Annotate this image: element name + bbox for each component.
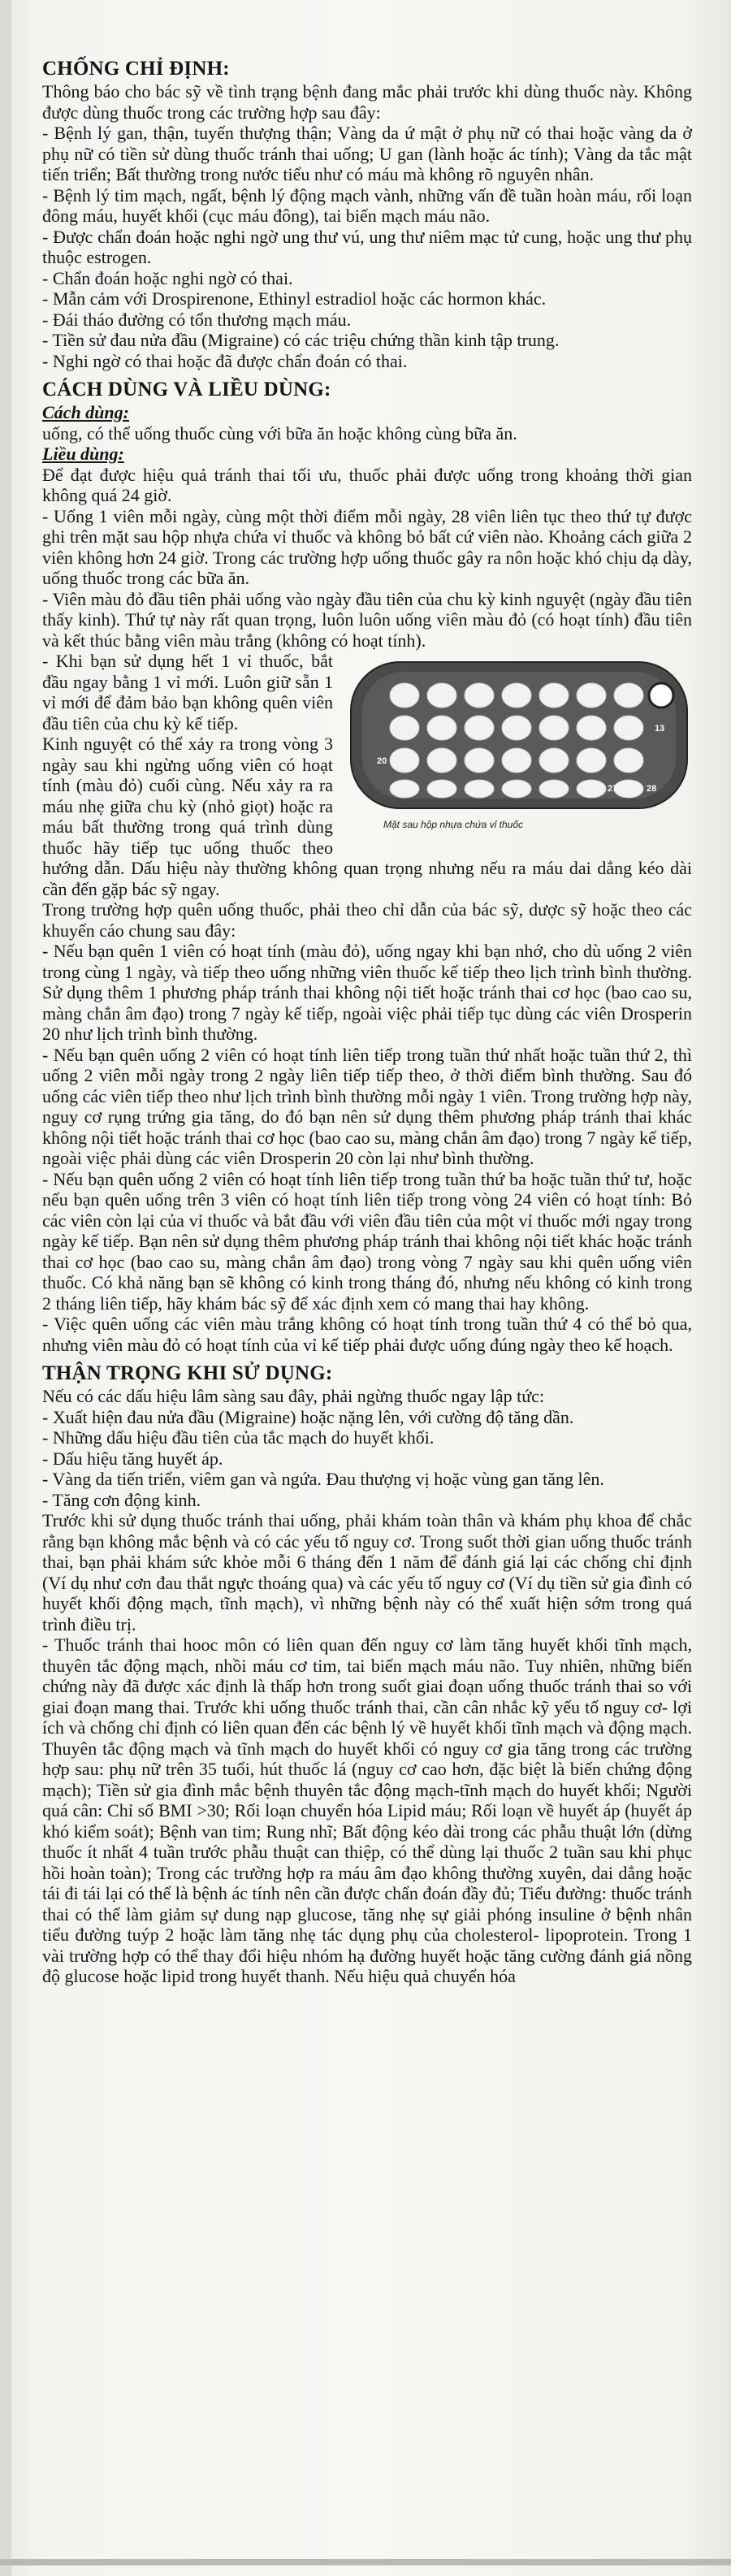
dosage-paragraph: - Nếu bạn quên 1 viên có hoạt tính (màu đỏ), uống ngay khi bạn nhớ, cho dù uống 2 viên trong cùng 1 ngày, và tiếp theo uống những viên thuốc kế tiếp theo lịch trình bình thường. Sử dụng thêm 1 phương pháp tránh thai không nội tiết hoặc tránh thai cơ học (bao cao su, màng chắn âm đạo) trong 7 ngày kế tiếp, ngoài việc phải tiếp tục dùng các viên Drosperin 20 như lịch trình bình thường. (42, 941, 692, 1044)
contraindications-paragraph: - Tiền sử đau nửa đầu (Migraine) có các triệu chứng thần kinh tập trung. (42, 330, 560, 350)
page-bottom-border (0, 2559, 731, 2565)
contraindications-paragraph: - Đái tháo đường có tổn thương mạch máu. (42, 309, 352, 330)
blister-pack-image (346, 659, 692, 813)
dosage-paragraph: - Nếu bạn quên uống 2 viên có hoạt tính liên tiếp trong tuần thứ nhất hoặc tuần thứ 2, thì uống 2 viên mỗi ngày trong 2 ngày liên tiếp tiếp theo, ở thời điểm bình thường. Sau đó uống các viên tiếp theo như lịch trình bình thường mỗi ngày 1 viên. Trong trường hợp này, nguy cơ rụng trứng gia tăng, do đó bạn nên sử dụng thêm phương pháp tránh thai khác không nội tiết hoặc tránh thai cơ học (bao cao su, màng chắn âm đạo) trong 7 ngày kế tiếp, ngoài việc phải dùng các viên Drosperin 20 còn lại như bình thường. (42, 1044, 692, 1168)
contraindications-paragraph: - Được chẩn đoán hoặc nghi ngờ ung thư vú, ung thư niêm mạc tử cung, hoặc ung thư phụ thuộc estrogen. (42, 226, 692, 267)
dosage-paragraph: Để đạt được hiệu quả tránh thai tối ưu, thuốc phải được uống trong khoảng thời gian không quá 24 giờ. (42, 464, 692, 505)
pill-number-label: 27 (608, 784, 618, 794)
precautions-paragraph: - Những dấu hiệu đầu tiên của tắc mạch do huyết khối. (42, 1427, 435, 1448)
dosage-paragraph: - Nếu bạn quên uống 2 viên có hoạt tính liên tiếp trong tuần thứ ba hoặc tuần thứ tư, hoặc nếu bạn quên uống trên 3 viên có hoạt tính liên tiếp trong vòng 24 viên có hoạt tính: Bỏ các viên còn lại của vỉ thuốc và bắt đầu với viên đầu tiên của một vỉ thuốc mới ngay trong ngày kế tiếp. Bạn nên sử dụng thêm phương pháp tránh thai không nội tiết khác hoặc tránh thai cơ học (bao cao su, màng chắn âm đạo) trong vòng 7 ngày sau khi quên uống viên thuốc. Có khả năng bạn sẽ không có kinh trong tháng đó, nhưng nếu không có kinh trong 2 tháng liên tiếp, hãy khám bác sỹ để xác định xem có mang thai hay không. (42, 1168, 692, 1314)
dosage-paragraph: - Việc quên uống các viên màu trắng không có hoạt tính trong tuần thứ 4 có thể bỏ qua, nhưng viên màu đỏ có hoạt tính của vỉ kế tiếp phải được uống đúng ngày theo kế hoạch. (42, 1314, 692, 1355)
page-edge-shadow (0, 0, 11, 2576)
blister-pack-figure (346, 659, 692, 836)
dose-subheading: Liều dùng: (42, 444, 124, 464)
dosage-paragraph: - Viên màu đỏ đầu tiên phải uống vào ngày đầu tiên của chu kỳ kinh nguyệt (ngày đầu tiên thấy kinh). Thứ tự này rất quan trọng, luôn luôn uống viên màu đỏ (có hoạt tính) đầu tiên và kết thúc bằng viên màu trắng (không có hoạt tính). (42, 588, 692, 651)
dosage-paragraph: Trong trường hợp quên uống thuốc, phải theo chỉ dẫn của bác sỹ, dược sỹ hoặc theo các khuyến cáo chung sau đây: (42, 899, 692, 941)
blister-section (42, 651, 692, 899)
precautions-paragraph: - Xuất hiện đau nửa đầu (Migraine) hoặc nặng lên, với cường độ tăng dần. (42, 1406, 574, 1427)
dosage-paragraph: - Khi bạn sử dụng hết 1 vỉ thuốc, bắt đầu ngay bằng 1 vỉ mới. Luôn giữ sẵn 1 vỉ mới để đảm bảo bạn không quên viên đầu tiên của chu kỳ kế tiếp. (42, 651, 333, 734)
usage-text: uống, có thể uống thuốc cùng với bữa ăn hoặc không cùng bữa ăn. (42, 422, 517, 444)
dosage-paragraph: Kinh nguyệt có thể xảy ra trong vòng 3 ngày sau khi ngừng uống viên có hoạt tính (màu đỏ) cuối cùng. Nếu xảy ra ra máu nhẹ giữa chu kỳ (nhỏ giọt) hoặc ra máu bất thường trong quá trình dùng thuốc hãy tiếp tục uống thuốc theo hướng dẫn. Dấu hiệu này thường không quan trọng nhưng nếu ra máu dai dẳng kéo dài cần đến gặp bác sỹ ngay. (42, 734, 692, 899)
leaflet-content (42, 57, 692, 1987)
precautions-paragraph: Nếu có các dấu hiệu lâm sàng sau đây, phải ngừng thuốc ngay lập tức: (42, 1386, 545, 1406)
figure-caption: Mặt sau hộp nhựa chứa vỉ thuốc (383, 819, 523, 830)
dosage-paragraph: - Uống 1 viên mỗi ngày, cùng một thời điểm mỗi ngày, 28 viên liên tục theo thứ tự được ghi trên mặt sau hộp nhựa chứa vỉ thuốc và không bỏ bất cứ viên nào. Khoảng cách giữa 2 viên không hơn 24 giờ. Trong các trường hợp uống thuốc gây ra nôn hoặc khó chịu dạ dày, uống thuốc trong các bữa ăn. (42, 505, 693, 588)
contraindications-heading: CHỐNG CHỈ ĐỊNH: (42, 58, 230, 80)
contraindications-paragraph: - Nghi ngờ có thai hoặc đã được chẩn đoán có thai. (42, 350, 408, 371)
pill-number-label: 28 (647, 784, 657, 794)
precautions-paragraph: - Dấu hiệu tăng huyết áp. (42, 1448, 223, 1469)
pill-number-label: 20 (377, 756, 387, 766)
dosage-heading: CÁCH DÙNG VÀ LIỀU DÙNG: (42, 379, 331, 400)
pill-number-label: 13 (655, 724, 665, 734)
precautions-paragraph: Trước khi sử dụng thuốc tránh thai uống, phải khám toàn thân và khám phụ khoa để chắc rằng bạn không mắc bệnh và có các yếu tố nguy cơ. Trong suốt thời gian uống thuốc tránh thai, bạn phải khám sức khỏe mỗi 6 tháng đến 1 năm để đánh giá lại các chống chỉ định (Ví dụ như cơn đau thắt ngực thoáng qua) và các yếu tố nguy cơ (Ví dụ tiền sử gia đình có huyết khối động mạch, tĩnh mạch), vì những bệnh này có thể xuất hiện sớm trong quá trình điều trị. (42, 1510, 692, 1634)
contraindications-paragraph: - Bệnh lý gan, thận, tuyến thượng thận; Vàng da ứ mật ở phụ nữ có thai hoặc vàng da ở phụ nữ có tiền sử dùng thuốc tránh thai uống; U gan (lành hoặc ác tính); Vàng da tắc mật tiến triển; Bất thường trong nước tiểu như có máu mà không rõ nguyên nhân. (42, 123, 692, 184)
contraindications-paragraph: - Mẫn cảm với Drospirenone, Ethinyl estradiol hoặc các hormon khác. (42, 288, 547, 309)
precautions-paragraph: - Tăng cơn động kinh. (42, 1489, 201, 1510)
contraindications-paragraph: - Bệnh lý tim mạch, ngất, bệnh lý động mạch vành, những vấn đề tuần hoàn máu, rối loạn đông máu, huyết khối (cục máu đông), tai biến mạch máu não. (42, 184, 692, 226)
precautions-heading: THẬN TRỌNG KHI SỬ DỤNG: (42, 1362, 333, 1384)
contraindications-paragraph: Thông báo cho bác sỹ về tình trạng bệnh đang mắc phải trước khi dùng thuốc này. Không được dùng thuốc trong các trường hợp sau đây: (42, 81, 692, 123)
usage-subheading: Cách dùng: (42, 402, 129, 422)
contraindications-body (42, 81, 692, 371)
precautions-paragraph: - Thuốc tránh thai hooc môn có liên quan đến nguy cơ làm tăng huyết khối tĩnh mạch, thuyên tắc động mạch, nhồi máu cơ tim, tai biến mạch máu não. Tuy nhiên, những biến chứng này đã được xác định là thấp hơn trong suốt giai đoạn uống thuốc tránh thai so với giai đoạn mang thai. Trước khi uống thuốc tránh thai, cần cân nhắc kỹ yếu tố nguy cơ- lợi ích và chống chỉ định có liên quan đến các bệnh lý về huyết khối tĩnh mạch và động mạch. Thuyên tắc động mạch và tĩnh mạch do huyết khối có nguy cơ gia tăng trong các trường hợp sau: phụ nữ trên 35 tuổi, hút thuốc lá (nguy cơ cao hơn, đặc biệt là biến chứng động mạch); Tiền sử gia đình mắc bệnh thuyên tắc động mạch-tĩnh mạch do huyết khối; Người quá cân: Chỉ số BMI >30; Rối loạn chuyển hóa Lipid máu; Rối loạn về huyết áp (huyết áp khó kiểm soát); Bệnh van tim; Rung nhĩ; Bất động kéo dài trong các phẫu thuật lớn (dừng thuốc ít nhất 4 tuần trước phẫu thuật can thiệp, có thể dùng lại thuốc 2 tuần sau khi phục hồi hoàn toàn); Trong các trường hợp ra máu âm đạo không thường xuyên, dai dẳng hoặc tái đi tái lại có thể là bệnh ác tính nên cần được chẩn đoán đầy đủ; Tiểu đường: thuốc tránh thai có thể làm giảm sự dung nạp glucose, tăng nhẹ sự giải phóng insuline ở bệnh nhân tiểu đường tuýp 2 hoặc làm tăng nhẹ tác dụng phụ của cholesterol- lipoprotein. Trong 1 vài trường hợp có thể thay đổi hiệu nhóm hạ đường huyết hoặc tăng cường đánh giá nồng độ glucose hoặc lipid trong huyết thanh. Nếu hiệu quả chuyển hóa (42, 1634, 692, 1986)
contraindications-paragraph: - Chẩn đoán hoặc nghi ngờ có thai. (42, 267, 293, 288)
precautions-paragraph: - Vàng da tiến triển, viêm gan và ngứa. Đau thượng vị hoặc vùng gan tăng lên. (42, 1469, 604, 1489)
